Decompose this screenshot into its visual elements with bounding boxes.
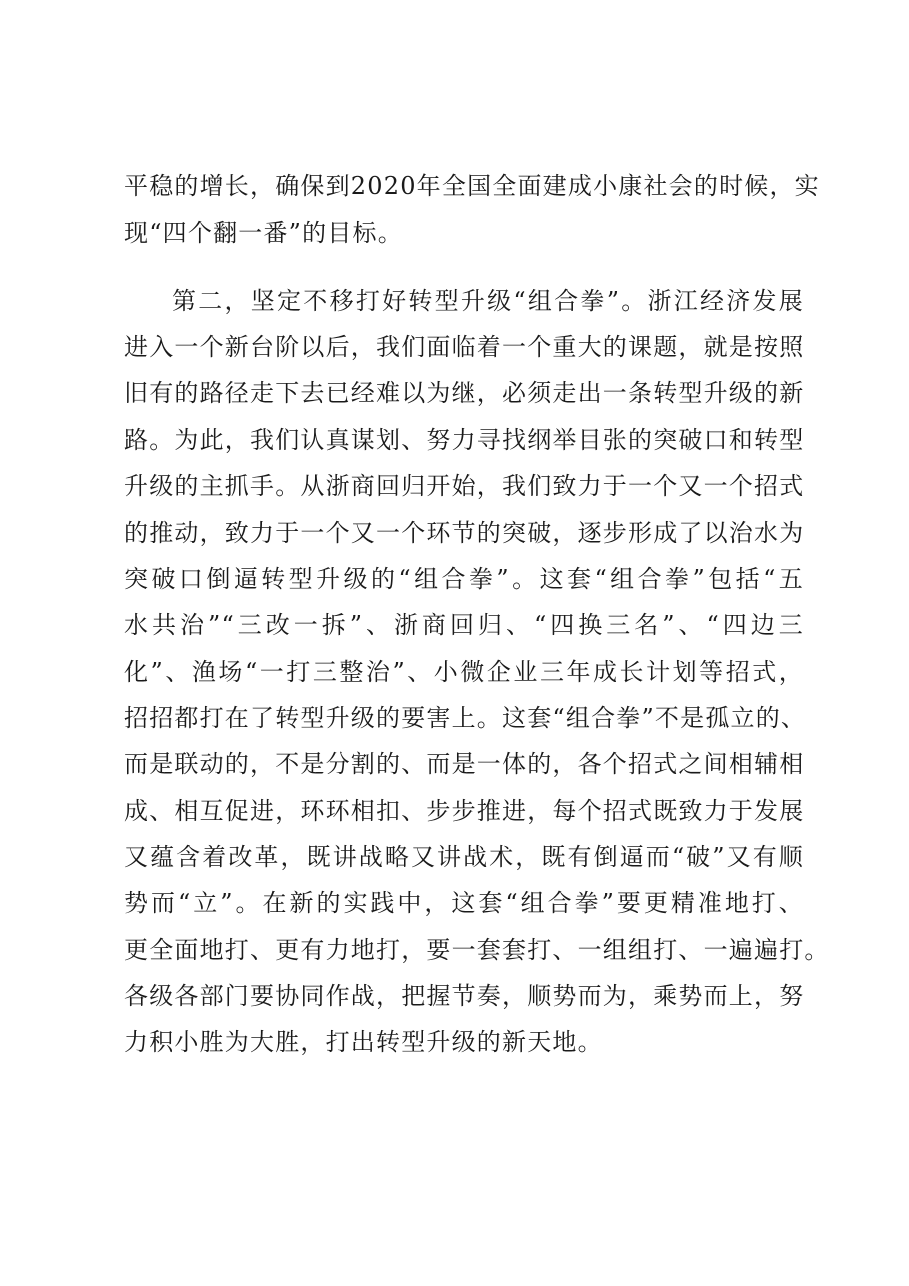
paragraph-2-line-15: 更全面地打、更有力地打，要一套套打、一组组打、一遍遍打。 <box>124 936 830 964</box>
paragraph-2-line-5: 升级的主抓手。从浙商回归开始，我们致力于一个又一个招式 <box>124 472 805 500</box>
paragraph-2-line-2: 进入一个新台阶以后，我们面临着一个重大的课题，就是按照 <box>124 333 805 361</box>
paragraph-2-line-3: 旧有的路径走下去已经难以为继，必须走出一条转型升级的新 <box>124 379 805 407</box>
paragraph-2-line-11: 而是联动的，不是分割的、而是一体的，各个招式之间相辅相 <box>124 750 805 778</box>
paragraph-2-line-8: 水共治”“三改一拆”、浙商回归、“四换三名”、“四边三 <box>124 611 804 639</box>
paragraph-2-line-10: 招招都打在了转型升级的要害上。这套“组合拳”不是孤立的、 <box>124 704 807 732</box>
paragraph-2-line-14: 势而“立”。在新的实践中，这套“组合拳”要更精准地打、 <box>124 889 804 917</box>
paragraph-2-line-13: 又蕴含着改革，既讲战略又讲战术，既有倒逼而“破”又有顺 <box>124 843 804 871</box>
paragraph-1-line-1: 平稳的增长，确保到2020年全国全面建成小康社会的时候，实 <box>124 172 820 200</box>
paragraph-2-line-4: 路。为此，我们认真谋划、努力寻找纲举目张的突破口和转型 <box>124 426 805 454</box>
paragraph-2-line-6: 的推动，致力于一个又一个环节的突破，逐步形成了以治水为 <box>124 519 805 547</box>
paragraph-1-line-2: 现“四个翻一番”的目标。 <box>124 219 403 247</box>
paragraph-2-line-9: 化”、渔场“一打三整治”、小微企业三年成长计划等招式， <box>124 658 804 686</box>
paragraph-2-line-12: 成、相互促进，环环相扣、步步推进，每个招式既致力于发展 <box>124 797 805 825</box>
paragraph-2-line-16: 各级各部门要协同作战，把握节奏，顺势而为，乘势而上，努 <box>124 982 805 1010</box>
paragraph-2-line-17: 力积小胜为大胜，打出转型升级的新天地。 <box>124 1028 603 1056</box>
paragraph-2-line-7: 突破口倒逼转型升级的“组合拳”。这套“组合拳”包括“五 <box>124 565 804 593</box>
paragraph-2-line-1: 第二，坚定不移打好转型升级“组合拳”。浙江经济发展 <box>172 287 804 315</box>
